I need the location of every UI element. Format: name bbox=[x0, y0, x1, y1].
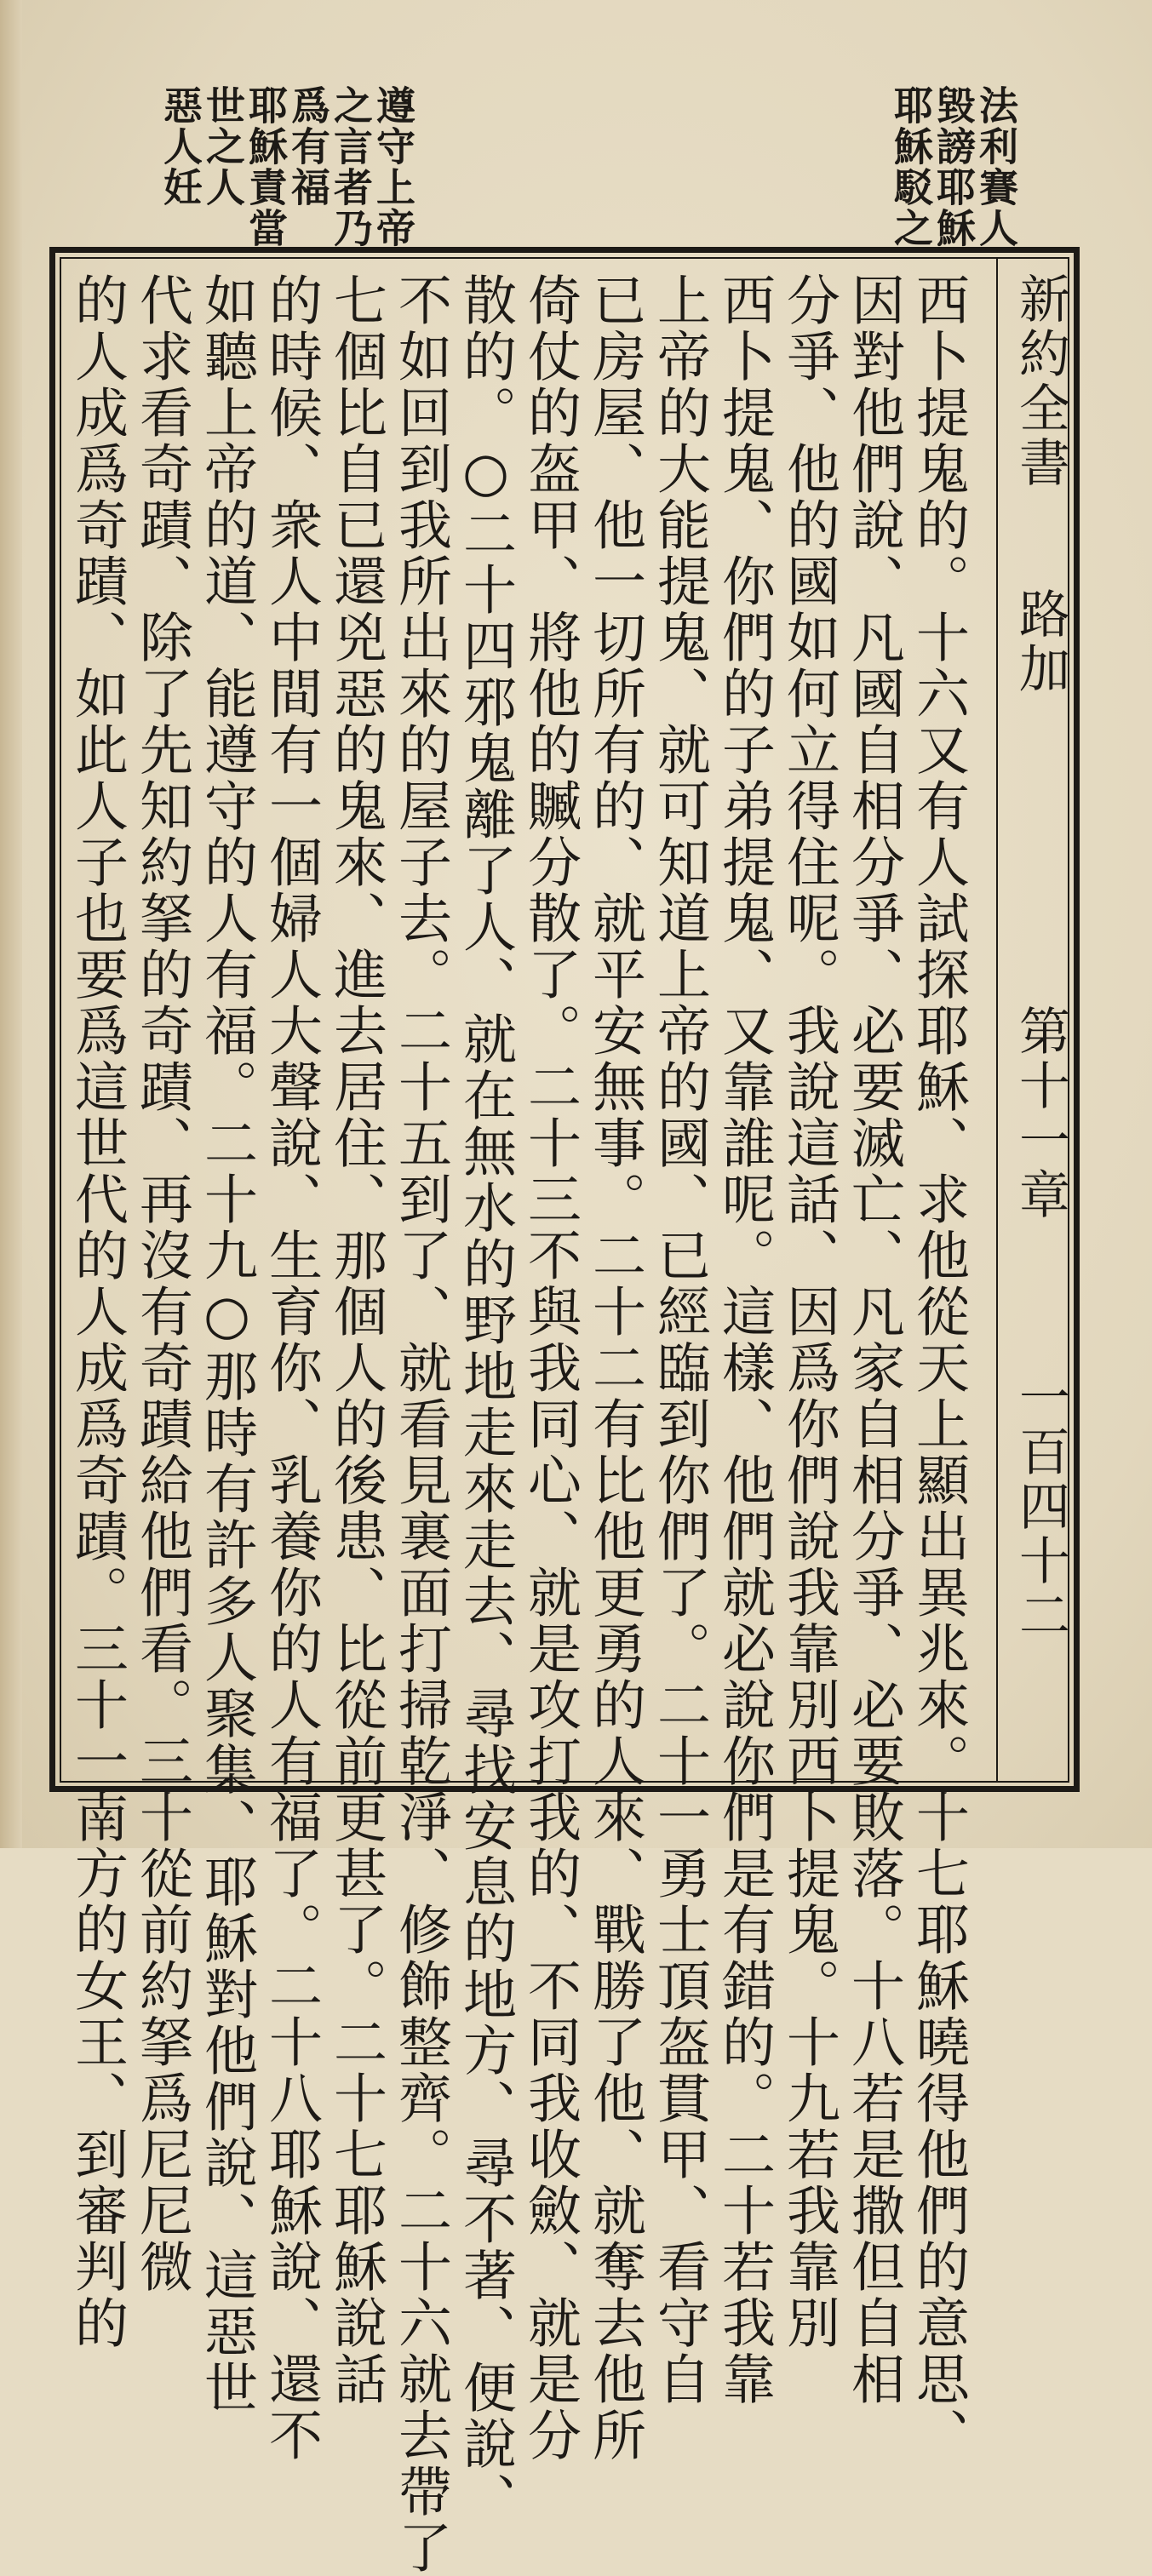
text-column: 如聽上帝的道、能遵守的人有福。二十九○那時有許多人聚集、耶穌對他們說、這惡世 bbox=[196, 272, 258, 2416]
note-line: 爲有福 bbox=[285, 85, 331, 208]
note-line: 毀謗耶穌 bbox=[931, 85, 977, 249]
text-column: 倚仗的盔甲、將他的贓分散了。二十三不與我同心、就是攻打我的、不同我收斂、就是分 bbox=[519, 272, 582, 2464]
page-gutter bbox=[0, 0, 22, 1848]
note-line: 遵守上帝 bbox=[370, 85, 416, 249]
body-text bbox=[66, 272, 971, 2576]
text-column: 散的。○二十四邪鬼離了人、就在無水的野地走來走去、尋找安息的地方、尋不著、便說、 bbox=[455, 272, 517, 2528]
note-line: 耶穌駁之 bbox=[888, 85, 934, 249]
running-header bbox=[1010, 272, 1071, 1771]
note-line: 之言者乃 bbox=[328, 85, 374, 249]
text-column: 西卜提鬼的。十六又有人試探耶穌、求他從天上顯出異兆來。十七耶穌曉得他們的意思、 bbox=[908, 272, 970, 2464]
header-rule bbox=[996, 257, 998, 1783]
margin-note-left bbox=[158, 85, 416, 249]
text-column: 上帝的大能提鬼、就可知道上帝的國、已經臨到你們了。二十一勇士頂盔貫甲、看守自 bbox=[649, 272, 711, 2407]
note-line: 惡人妊 bbox=[158, 85, 203, 208]
text-column: 因對他們說、凡國自相分爭、必要滅亡、凡家自相分爭、必要敗落。十八若是撒但自相 bbox=[843, 272, 905, 2407]
text-column: 七個比自已還兇惡的鬼來、進去居住、那個人的後患、比從前更甚了。二十七耶穌說話 bbox=[325, 272, 387, 2407]
text-column: 分爭、他的國如何立得住呢。我說這話、因爲你們說我靠別西卜提鬼。十九若我靠別 bbox=[778, 272, 840, 2351]
text-column: 的人成爲奇蹟、如此人子也要爲這世代的人成爲奇蹟。三十一南方的女王、到審判的 bbox=[66, 272, 129, 2351]
text-column: 已房屋、他一切所有的、就平安無事。二十二有比他更勇的人來、戰勝了他、就奪去他所 bbox=[584, 272, 646, 2464]
text-column: 代求看奇蹟、除了先知約拏的奇蹟、再沒有奇蹟給他們看。三十從前約拏爲尼尼微 bbox=[131, 272, 193, 2295]
note-line: 世之人 bbox=[200, 85, 246, 208]
text-column: 不如回到我所出來的屋子去。二十五到了、就看見裏面打掃乾淨、修飾整齊。二十六就去帶了 bbox=[390, 272, 452, 2576]
book-title: 新約全書 bbox=[1011, 272, 1070, 490]
page-number: 一百四十二 bbox=[1011, 1371, 1070, 1643]
margin-note-right bbox=[888, 85, 1019, 249]
note-line: 法利賽人 bbox=[973, 85, 1019, 249]
book-name: 路加 bbox=[1011, 587, 1070, 696]
text-column: 的時候、衆人中間有一個婦人大聲說、生育你、乳養你的人有福了。二十八耶穌說、還不 bbox=[261, 272, 323, 2464]
note-line: 耶穌責當 bbox=[243, 85, 289, 249]
chapter-label: 第十一章 bbox=[1011, 1005, 1070, 1222]
text-column: 西卜提鬼、你們的子弟提鬼、又靠誰呢。這樣、他們就必說你們是有錯的。二十若我靠 bbox=[714, 272, 776, 2407]
